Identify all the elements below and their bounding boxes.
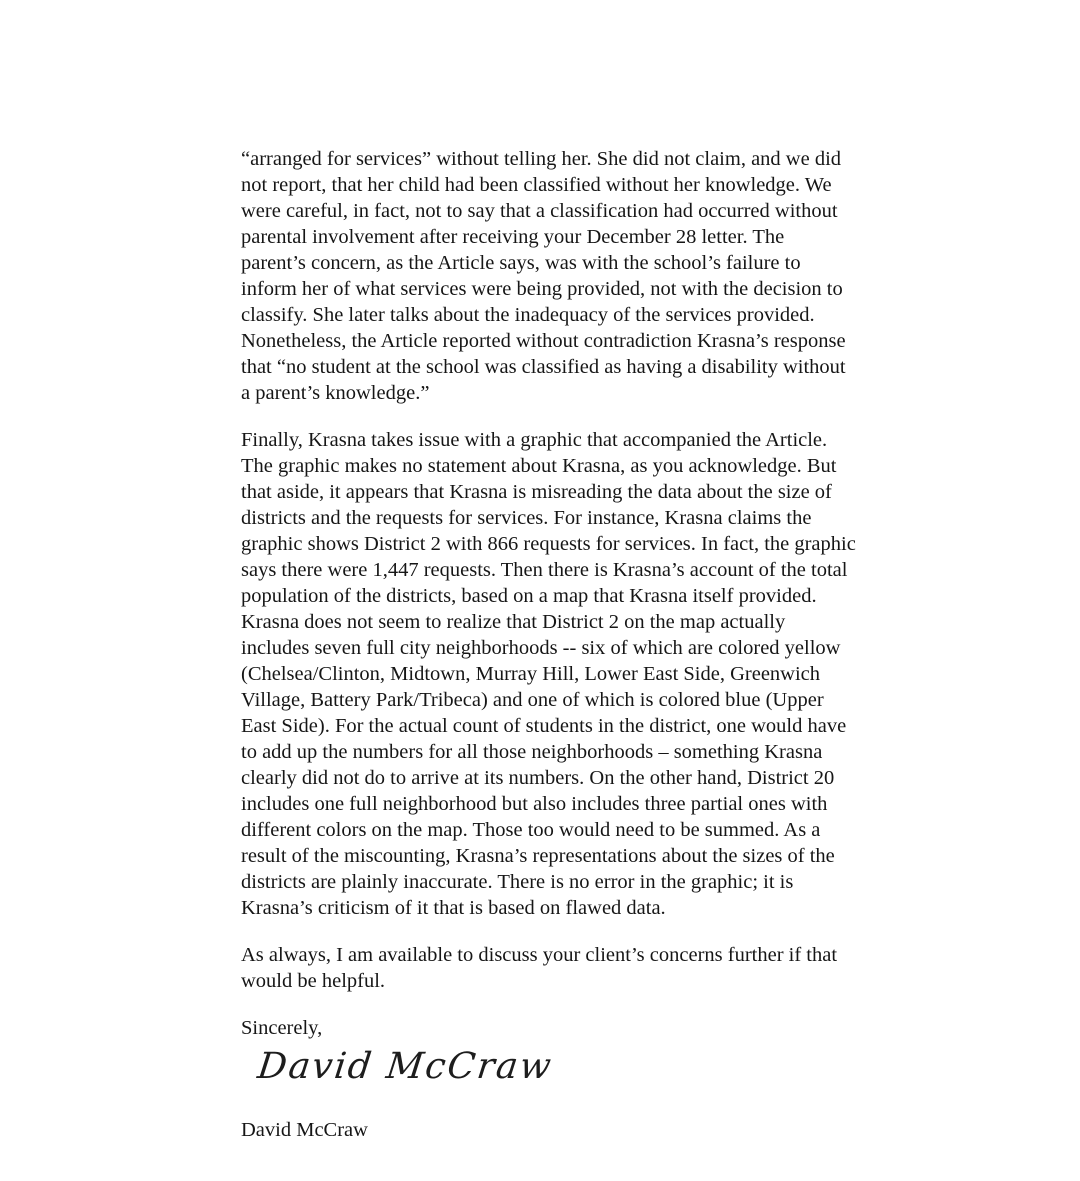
letter-body <box>241 146 941 1143</box>
text-line: were careful, in fact, not to say that a classification had occurred without <box>241 200 838 222</box>
text-line: Village, Battery Park/Tribeca) and one of which is colored blue (Upper <box>241 689 824 711</box>
paragraph-graphic-dispute <box>241 427 941 921</box>
text-line: (Chelsea/Clinton, Midtown, Murray Hill, Lower East Side, Greenwich <box>241 663 821 685</box>
text-line: would be helpful. <box>241 970 386 992</box>
text-line: The graphic makes no statement about Krasna, as you acknowledge. But <box>241 455 837 477</box>
text-line: that “no student at the school was classified as having a disability without <box>241 356 846 378</box>
text-line: a parent’s knowledge.” <box>241 382 430 404</box>
text-line: districts and the requests for services. For instance, Krasna claims the <box>241 507 812 529</box>
text-line: Finally, Krasna takes issue with a graphic that accompanied the Article. <box>241 429 828 451</box>
text-line: graphic shows District 2 with 866 requests for services. In fact, the graphic <box>241 533 856 555</box>
text-line: result of the miscounting, Krasna’s representations about the sizes of the <box>241 845 835 867</box>
paragraph-availability <box>241 942 941 994</box>
text-line: that aside, it appears that Krasna is misreading the data about the size of <box>241 481 832 503</box>
text-line: Krasna does not seem to realize that District 2 on the map actually <box>241 611 786 633</box>
text-line: “arranged for services” without telling her. She did not claim, and we did <box>241 148 842 170</box>
text-line: not report, that her child had been classified without her knowledge. We <box>241 174 832 196</box>
text-line: As always, I am available to discuss your client’s concerns further if that <box>241 944 838 966</box>
handwritten-signature: David McCraw <box>255 1046 556 1087</box>
text-line: population of the districts, based on a map that Krasna itself provided. <box>241 585 817 607</box>
text-line: Krasna’s criticism of it that is based on flawed data. <box>241 897 666 919</box>
text-line: says there were 1,447 requests. Then there is Krasna’s account of the total <box>241 559 848 581</box>
text-line: different colors on the map. Those too would need to be summed. As a <box>241 819 821 841</box>
text-line: clearly did not do to arrive at its numbers. On the other hand, District 20 <box>241 767 835 789</box>
text-line: parental involvement after receiving your December 28 letter. The <box>241 226 785 248</box>
text-line: includes seven full city neighborhoods -- six of which are colored yellow <box>241 637 841 659</box>
typed-signer-name: David McCraw <box>241 1119 368 1141</box>
text-line: districts are plainly inaccurate. There is no error in the graphic; it is <box>241 871 794 893</box>
text-line: Nonetheless, the Article reported without contradiction Krasna’s response <box>241 330 846 352</box>
text-line: inform her of what services were being provided, not with the decision to <box>241 278 843 300</box>
text-line: East Side). For the actual count of students in the district, one would have <box>241 715 847 737</box>
text-line: classify. She later talks about the inadequacy of the services provided. <box>241 304 815 326</box>
text-line: parent’s concern, as the Article says, was with the school’s failure to <box>241 252 801 274</box>
text-line: includes one full neighborhood but also includes three partial ones with <box>241 793 828 815</box>
closing-salutation: Sincerely, <box>241 1017 323 1039</box>
text-line: to add up the numbers for all those neighborhoods – something Krasna <box>241 741 823 763</box>
paragraph-classification-response <box>241 146 941 406</box>
